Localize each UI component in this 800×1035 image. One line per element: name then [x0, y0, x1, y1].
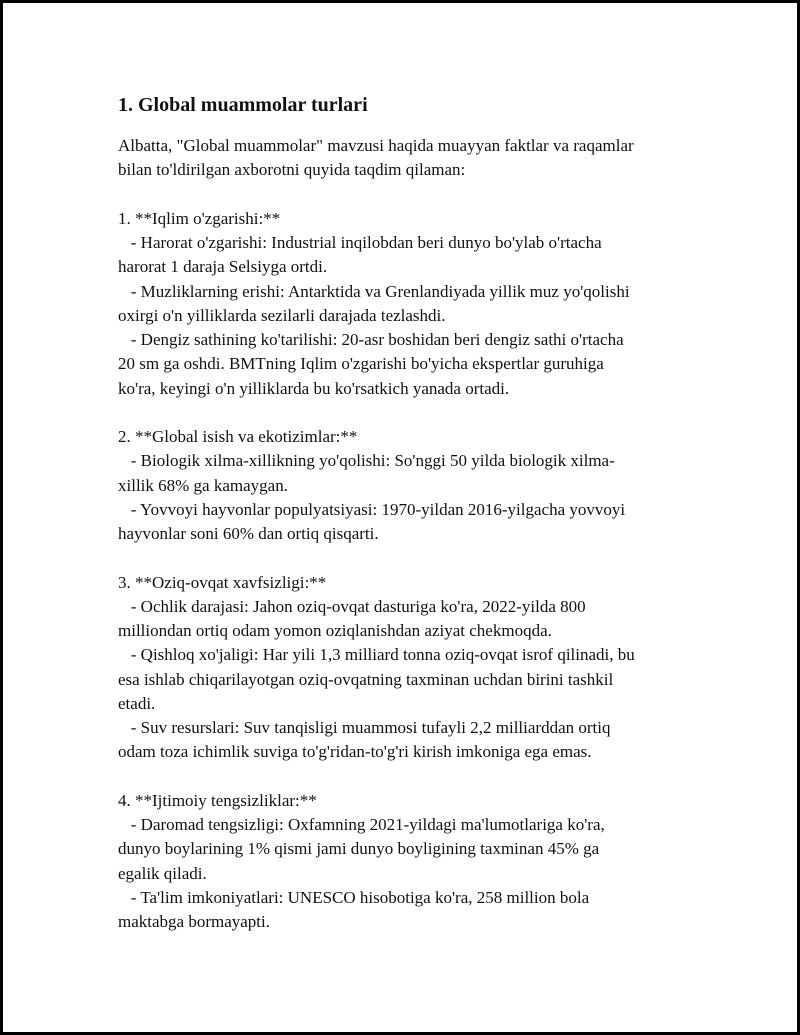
section-line: - Daromad tengsizligi: Oxfamning 2021-yildagi ma'lumotlariga ko'ra,: [118, 815, 605, 834]
section-line: maktabga bormayapti.: [118, 912, 271, 931]
intro-paragraph: [118, 134, 635, 183]
section-line: dunyo boylarining 1% qismi jami dunyo boyligining taxminan 45% ga: [118, 839, 600, 859]
section-social-inequality: [118, 789, 635, 935]
section-line: - Harorat o'zgarishi: Industrial inqilobdan beri dunyo bo'ylab o'rtacha: [118, 233, 602, 252]
section-food-security: [118, 571, 635, 765]
page-title: 1. Global muammolar turlari: [118, 94, 368, 116]
section-line: - Qishloq xo'jaligi: Har yili 1,3 milliard tonna oziq-ovqat isrof qilinadi, bu: [118, 645, 635, 665]
section-line: - Dengiz sathining ko'tarilishi: 20-asr boshidan beri dengiz sathi o'rtacha: [118, 330, 624, 349]
section-line: - Biologik xilma-xillikning yo'qolishi: So'nggi 50 yilda biologik xilma-: [118, 451, 615, 471]
section-line: egalik qiladi.: [118, 863, 207, 883]
section-line: hayvonlar soni 60% dan ortiq qisqarti.: [118, 524, 379, 543]
section-line: harorat 1 daraja Selsiyga ortdi.: [118, 257, 328, 277]
section-global-warming-ecosystems: [118, 425, 635, 546]
intro-line: bilan to'ldirilgan axborotni quyida taqdim qilaman:: [118, 160, 466, 180]
section-heading: 2. **Global isish va ekotizimlar:**: [118, 427, 358, 446]
section-line: 20 sm ga oshdi. BMTning Iqlim o'zgarishi bo'yicha ekspertlar guruhiga: [118, 354, 604, 374]
section-heading: 4. **Ijtimoiy tengsizliklar:**: [118, 790, 317, 810]
section-heading: 1. **Iqlim o'zgarishi:**: [118, 208, 281, 228]
section-line: - Ta'lim imkoniyatlari: UNESCO hisobotiga ko'ra, 258 million bola: [118, 887, 590, 907]
section-line: - Yovvoyi hayvonlar populyatsiyasi: 1970-yildan 2016-yilgacha yovvoyi: [118, 499, 626, 519]
section-line: - Ochlik darajasi: Jahon oziq-ovqat dasturiga ko'ra, 2022-yilda 800: [118, 596, 586, 616]
intro-line: Albatta, "Global muammolar" mavzusi haqida muayyan faktlar va raqamlar: [118, 136, 634, 155]
section-line: - Muzliklarning erishi: Antarktida va Grenlandiyada yillik muz yo'qolishi: [118, 281, 630, 301]
section-line: milliondan ortiq odam yomon oziqlanishdan aziyat chekmoqda.: [118, 621, 552, 640]
section-line: esa ishlab chiqarilayotgan oziq-ovqatning taxminan uchdan birini tashkil: [118, 669, 614, 689]
section-heading: 3. **Oziq-ovqat xavfsizligi:**: [118, 572, 327, 592]
section-line: oxirgi o'n yilliklarda sezilarli darajada tezlashdi.: [118, 305, 446, 325]
document-content: [118, 93, 635, 934]
section-climate-change: [118, 207, 635, 401]
section-line: odam toza ichimlik suviga to'g'ridan-to'g'ri kirish imkoniga ega emas.: [118, 742, 592, 762]
section-line: xillik 68% ga kamaygan.: [118, 475, 288, 495]
section-line: - Suv resurslari: Suv tanqisligi muammosi tufayli 2,2 milliarddan ortiq: [118, 718, 611, 737]
section-line: etadi.: [118, 693, 156, 713]
section-line: ko'ra, keyingi o'n yilliklarda bu ko'rsatkich yanada ortadi.: [118, 378, 510, 398]
